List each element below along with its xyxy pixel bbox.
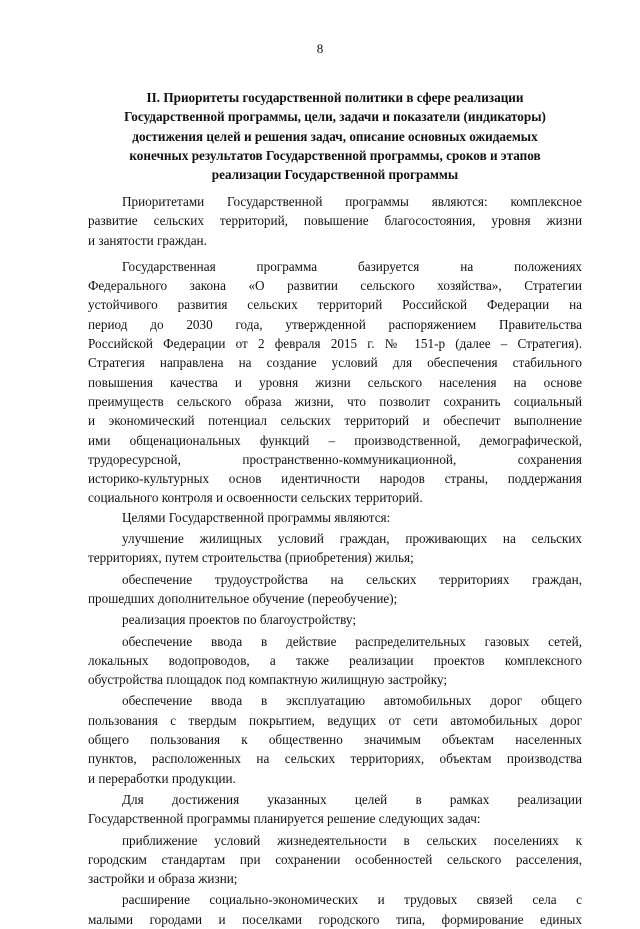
text-line: и экономический потенциал сельских территорий и обеспечит выполнение	[88, 413, 582, 429]
text-line: городским стандартам при сохранении особенностей сельского расселения,	[88, 851, 582, 867]
heading-line: Государственной программы, цели, задачи и показатели (индикаторы)	[124, 109, 546, 125]
text-line: устойчивого развития сельских территорий Российской Федерации на	[88, 297, 582, 313]
text-line: застройки и образа жизни;	[88, 871, 238, 887]
paragraph-task-conditions	[88, 831, 582, 889]
text-line: пунктов, расположенных на сельских территориях, объектам производства	[88, 751, 582, 767]
text-line: Государственной программы планируется решение следующих задач:	[88, 811, 481, 827]
text-line: обеспечение ввода в эксплуатацию автомобильных дорог общего	[122, 693, 582, 709]
text-line: Государственная программа базируется на положениях	[122, 258, 582, 274]
text-line: территориях, путем строительства (приобретения) жилья;	[88, 550, 414, 566]
text-line: и занятости граждан.	[88, 232, 207, 248]
text-line: обустройства площадок под компактную жилищную застройку;	[88, 672, 448, 688]
paragraph-goal-roads	[88, 691, 582, 787]
text-line: и переработки продукции.	[88, 770, 236, 786]
text-line: развитие сельских территорий, повышение благосостояния, уровня жизни	[88, 213, 582, 229]
text-line: прошедших дополнительное обучение (переобучение);	[88, 590, 398, 606]
paragraph-goal-gas	[88, 632, 582, 690]
text-line: трудоресурсной, пространственно-коммуникационной, сохранения	[88, 451, 582, 467]
text-line: период до 2030 года, утвержденной распоряжением Правительства	[88, 316, 582, 332]
section-heading	[88, 88, 582, 184]
paragraph-tasks-intro	[88, 790, 582, 829]
text-line: Федерального закона «О развитии сельского хозяйства», Стратегии	[88, 278, 582, 294]
text-line: малыми городами и поселками городского типа, формирование единых	[88, 911, 582, 927]
document-body	[88, 192, 582, 929]
paragraph-goal-housing	[88, 529, 582, 568]
text-line: Приоритетами Государственной программы являются: комплексное	[122, 194, 582, 209]
text-line: расширение социально-экономических и трудовых связей села с	[122, 892, 582, 908]
text-line: Для достижения указанных целей в рамках реализации	[122, 791, 582, 807]
text-line: преимуществ сельского образа жизни, что позволит сохранить социальный	[88, 393, 582, 409]
text-line: общего пользования к общественно значимым объектам населенных	[88, 732, 582, 748]
heading-line: II. Приоритеты государственной политики в сфере реализации	[146, 90, 524, 105]
heading-line: реализации Государственной программы	[211, 167, 459, 183]
paragraph-task-links	[88, 890, 582, 929]
text-line: реализация проектов по благоустройству;	[122, 612, 356, 628]
text-line: Российской Федерации от 2 февраля 2015 г. № 151-р (далее – Стратегия).	[88, 336, 582, 352]
paragraph-priorities	[88, 192, 582, 250]
text-line: улучшение жилищных условий граждан, проживающих на сельских	[122, 531, 582, 547]
text-line: социального контроля и освоенности сельских территорий.	[88, 490, 423, 506]
text-line: обеспечение ввода в действие распределительных газовых сетей,	[122, 633, 582, 649]
text-line: ими общенациональных функций – производственной, демографической,	[88, 432, 582, 448]
heading-line: достижения целей и решения задач, описание основных ожидаемых	[132, 128, 538, 144]
paragraph-goal-employment	[88, 570, 582, 609]
paragraph-goals-intro	[88, 508, 582, 527]
heading-line: конечных результатов Государственной программы, сроков и этапов	[129, 147, 541, 163]
text-line: Стратегия направлена на создание условий для обеспечения стабильного	[88, 355, 582, 371]
text-line: повышения качества и уровня жизни сельского населения на основе	[88, 374, 582, 390]
page-number: 8	[316, 41, 324, 56]
text-line: пользования с твердым покрытием, ведущих от сети автомобильных дорог	[88, 712, 582, 728]
paragraph-goal-improvement	[88, 610, 582, 629]
paragraph-basis	[88, 257, 582, 508]
text-line: обеспечение трудоустройства на сельских территориях граждан,	[122, 571, 582, 587]
text-line: Целями Государственной программы являются:	[122, 509, 391, 525]
text-line: приближение условий жизнедеятельности в сельских поселениях к	[122, 832, 582, 848]
text-line: локальных водопроводов, а также реализации проектов комплексного	[88, 652, 582, 668]
text-line: историко-культурных основ идентичности народов страны, поддержания	[88, 471, 582, 487]
